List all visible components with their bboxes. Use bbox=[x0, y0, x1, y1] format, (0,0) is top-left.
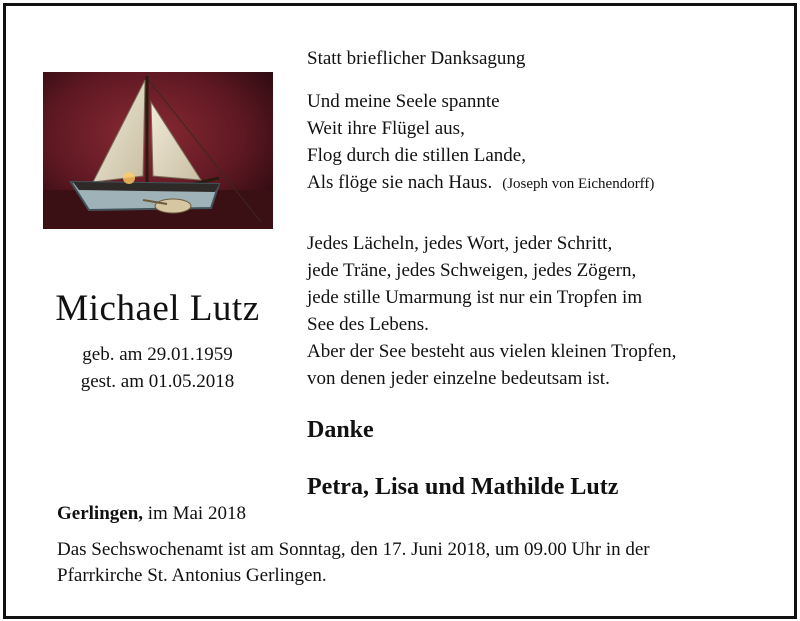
poem bbox=[307, 88, 654, 198]
text-line: von denen jeder einzelne bedeutsam ist. bbox=[307, 368, 610, 389]
poem-author: (Joseph von Eichendorff) bbox=[502, 176, 655, 192]
life-dates bbox=[45, 341, 270, 395]
text-line: See des Lebens. bbox=[307, 314, 429, 335]
birth-date: geb. am 29.01.1959 bbox=[82, 344, 233, 365]
poem-line-text: Als flöge sie nach Haus. bbox=[307, 172, 493, 193]
mass-notice bbox=[57, 537, 757, 589]
heading: Statt brieflicher Danksagung bbox=[307, 48, 526, 69]
poem-line: Weit ihre Flügel aus, bbox=[307, 118, 465, 139]
notice-line: Das Sechswochenamt ist am Sonntag, den 17. Juni 2018, um 09.00 Uhr in der bbox=[57, 539, 650, 560]
poem-line: Flog durch die stillen Lande, bbox=[307, 145, 526, 166]
place-date bbox=[57, 503, 246, 525]
place-town: Gerlingen, bbox=[57, 503, 144, 524]
notice-line: Pfarrkirche St. Antonius Gerlingen. bbox=[57, 565, 327, 586]
sailboat-icon bbox=[43, 72, 273, 229]
poem-line-last bbox=[307, 169, 654, 198]
text-line: jede Träne, jedes Schweigen, jedes Zögern, bbox=[307, 260, 637, 281]
sailboat-photo bbox=[43, 72, 273, 229]
condolence-text bbox=[307, 230, 676, 392]
text-line: jede stille Umarmung ist nur ein Tropfen im bbox=[307, 287, 643, 308]
poem-line: Und meine Seele spannte bbox=[307, 91, 500, 112]
death-date: gest. am 01.05.2018 bbox=[80, 371, 235, 392]
text-line: Aber der See besteht aus vielen kleinen Tropfen, bbox=[307, 341, 677, 362]
thanks-heading: Danke bbox=[307, 417, 374, 443]
family-names: Petra, Lisa und Mathilde Lutz bbox=[307, 474, 619, 500]
deceased-name: Michael Lutz bbox=[55, 288, 260, 329]
text-line: Jedes Lächeln, jedes Wort, jeder Schritt, bbox=[307, 233, 613, 254]
place-month: im Mai 2018 bbox=[143, 503, 246, 524]
